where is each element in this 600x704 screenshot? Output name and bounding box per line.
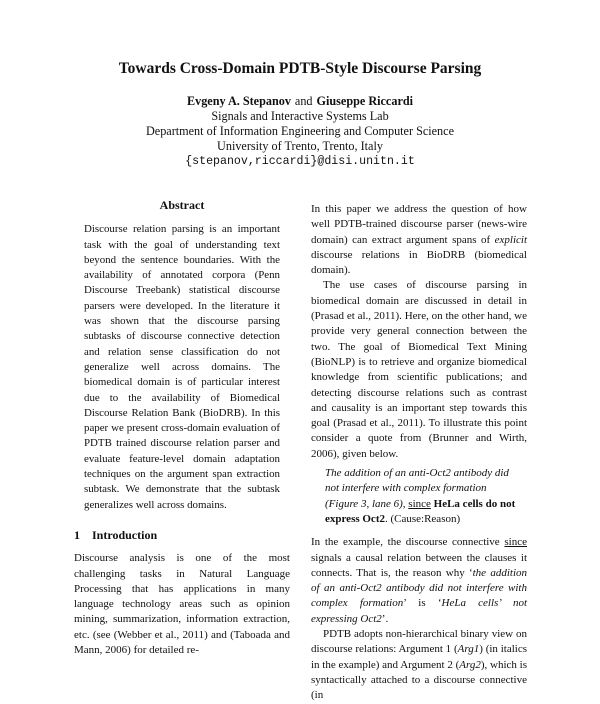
quote-arg1: The addition of an anti-Oct2 antibody did not interfere with complex formation (Figure 3, lane 6), bbox=[325, 467, 509, 510]
example-quote bbox=[325, 466, 521, 527]
right-paragraph-1: In this paper we address the question of how well PDTB-trained discourse parser (news-wire domain) can extract argument spans of explicit discourse relations in BioDRB (biomedical domain). bbox=[311, 203, 527, 277]
quote-connective: since bbox=[408, 497, 431, 510]
section-title: Introduction bbox=[92, 527, 158, 542]
right-column bbox=[311, 202, 527, 704]
author-email: {stepanov,riccardi}@disi.unitn.it bbox=[185, 155, 415, 168]
connective-since: since bbox=[504, 536, 527, 549]
emphasis-explicit: explicit bbox=[494, 233, 527, 246]
section-heading-introduction bbox=[74, 528, 290, 543]
right-paragraph-3: In the example, the discourse connective since signals a causal relation between the clauses it connects. That is, the reason why ‘the addition of an anti-Oct2 antibody did not interfere with complex formation’ is ‘HeLa cells’ not expressing Oct2’. bbox=[311, 536, 527, 625]
paper-title: Towards Cross-Domain PDTB-Style Discourse Parsing bbox=[118, 60, 482, 77]
quote-arg2: HeLa cells do not express Oct2 bbox=[325, 497, 516, 525]
quote-sense: . (Cause:Reason) bbox=[384, 512, 461, 525]
affiliation-lab: Signals and Interactive Systems Lab bbox=[211, 109, 389, 123]
right-paragraph-2: The use cases of discourse parsing in biomedical domain are discussed in detail in (Prasad et al., 2011). Here, on the other hand, we provide very general connection between the two. The goal of Biomedical Text Mining (BioNLP) is to retrieve and organize biomedical knowledge from scientific publications; and detecting discourse relations such as contrast and causality is an important step towards this goal (Prasad et al., 2011). To illustrate this point consider a quote from (Brunner and Wirth, 2006), given below. bbox=[311, 279, 527, 460]
intro-paragraph: Discourse analysis is one of the most challenging tasks in Natural Language Processing that has applications in many language technology areas such as opinion mining, summarization, information extraction, etc. (see (Webber et al., 2011) and (Taboada and Mann, 2006) for detailed re- bbox=[74, 552, 290, 657]
author-names bbox=[0, 94, 600, 109]
author-block bbox=[0, 94, 600, 169]
section-number: 1 bbox=[74, 527, 80, 542]
affiliation-department: Department of Information Engineering and Computer Science bbox=[146, 124, 454, 138]
abstract-heading: Abstract bbox=[159, 198, 205, 212]
abstract-text: Discourse relation parsing is an important task with the goal of understanding text beyond the sentence boundaries. With the availability of annotated corpora (Penn Discourse Treebank) statistical discourse parsers were developed. In the literature it was shown that the discourse parsing subtasks of discourse connective detection and relation sense classification do not generalize well across domains. The biomedical domain is of particular interest due to the availability of Biomedical Discourse Relation Bank (BioDRB). In this paper we present cross-domain evaluation of PDTB trained discourse relation parser and evaluate feature-level domain adaptation techniques on the argument span extraction subtask. We demonstrate that the subtask generalizes well across domains. bbox=[84, 223, 280, 511]
author-riccardi: Giuseppe Riccardi bbox=[316, 94, 414, 108]
affiliation-university: University of Trento, Trento, Italy bbox=[217, 139, 383, 153]
left-column bbox=[74, 198, 290, 658]
author-and: and bbox=[294, 94, 313, 108]
author-stepanov: Evgeny A. Stepanov bbox=[186, 94, 291, 108]
right-paragraph-4: PDTB adopts non-hierarchical binary view on discourse relations: Argument 1 (Arg1) (in italics in the example) and Argument 2 (Arg2), which is syntactically attached to a discourse connective (in bbox=[311, 628, 528, 702]
